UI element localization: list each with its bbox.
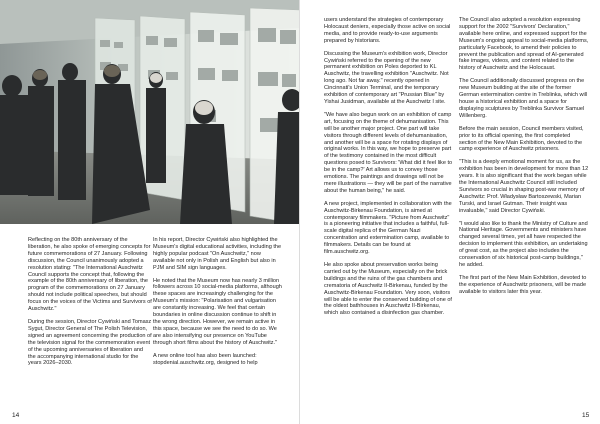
- paragraph: A new project, implemented in collaboration with the Auschwitz-Birkenau Foundation, is aimed at contemporary filmmakers. "Picture from Auschwitz" is a pioneering initiative that includes a faithful, full-scale digital replica of the German Nazi concentration and extermination camp, available to filmmakers. Details can be found at film.auschwitz.org.: [324, 200, 452, 256]
- exhibition-photo: [0, 0, 300, 224]
- paragraph: "We have also begun work on an exhibition of camp art, focusing on the theme of dehumanisation. This will be another major project. One part will take visitors through different levels of dehumanisation, and another will be a space for rotating displays of original works. In this way, we hope to preserve part of the testimony contained in the most difficult questions posed to Survivors: 'What did it feel like to be in the camp?' Art allows us to convey those emotions. The paintings and drawings will not be mere illustrations — they will be part of the narrative about the human being," he said.: [324, 111, 453, 194]
- left-column-1: [28, 237, 152, 373]
- paragraph: In his report, Director Cywiński also highlighted the Museum's digital educational activities, including the highly popular podcast "On Auschwitz," now available not only in Polish and English but also in PJM and SIM sign languages.: [153, 237, 282, 271]
- paragraph: A new online tool has also been launched: stopdenial.auschwitz.org, designed to help: [153, 352, 258, 366]
- page-number-left: 14: [12, 412, 20, 419]
- page-number-right: 15: [582, 412, 590, 419]
- paragraph: "I would also like to thank the Ministry of Culture and National Heritage. Governments and ministers have changed several times, yet all have respected the decision to implement this exhibition, an undertaking of great cost, as the project also includes the conservation of six historical post-camp buildings," he added.: [459, 220, 588, 268]
- right-column-1: [324, 17, 454, 323]
- paragraph: Reflecting on the 80th anniversary of the liberation, he also spoke of emerging concepts for future commemorations of 27 January. Following discussion, the Council unanimously adopted a resolution stating: "The International Auschwitz Council supports the concept that, following the example of the 80th anniversary of liberation, the program of the commemorations on 27 January should not include political speeches, but should focus on the voices of the Victims and Survivors of Auschwitz.": [28, 237, 152, 313]
- paragraph: The first part of the New Main Exhibition, devoted to the experience of Auschwitz prisoners, will be made available to visitors later this year.: [459, 274, 587, 295]
- paragraph: Before the main session, Council members visited, prior to its official opening, the first completed section of the New Main Exhibition, devoted to the camp experience of Auschwitz prisoners.: [459, 125, 584, 153]
- paragraph: During the session, Director Cywiński and Tomasz Sygut, Director General of The Polish Television, signed an agreement concerning the production of the television signal for the commemoration event of the upcoming anniversaries of liberation and the accompanying international studio for the years 2026–2030.: [28, 318, 152, 367]
- right-column-2: [459, 17, 589, 302]
- paragraph: Discussing the Museum's exhibition work, Director Cywiński referred to the opening of the new permanent exhibition on Poles deported to KL Auschwitz, the travelling exhibition "Auschwitz. Not long ago. Not far away." recently opened in Cincinnati's Union Terminal, and the temporary exhibition of contemporary art "Prussian Blue" by Yishai Jusidman, available at the Auschwitz I site.: [324, 50, 449, 105]
- paragraph: The Council also adopted a resolution expressing support for the 2002 "Survivors' Declaration," available here online, and expressed support for the Museum's ongoing appeal to social-media platforms, particularly Facebook, to amend their policies to prevent the publication and spread of AI-generated fake images, videos, and content related to the history of Auschwitz and the Holocaust.: [459, 17, 589, 72]
- left-column-2: [153, 237, 283, 372]
- paragraph: He noted that the Museum now has nearly 3 million followers across 10 social-media platforms, although these spaces are increasingly challenging for the Museum's mission: "Polarisation and vulgarisation are constantly increasing. We feel that certain boundaries in online discussion continue to shift in the wrong direction. However, we remain active in this space, because we see the need to do so. We are also intensifying our presence on YouTube through short films about the history of Auschwitz.": [153, 277, 282, 346]
- paragraph: He also spoke about preservation works being carried out by the Museum, especially on the brick buildings and the ruins of the gas chambers and crematoria of Auschwitz II-Birkenau, funded by the Auschwitz-Birkenau Foundation. Very soon, visitors will be able to enter the conserved building of one of the oldest bathhouses in Auschwitz II-Birkenau, which also contained a disinfection gas chamber.: [324, 262, 452, 317]
- exhibition-photo-graphic: [0, 0, 300, 224]
- paragraph: users understand the strategies of contemporary Holocaust deniers, especially those active on social media, and to provide ready-to-use arguments prepared by historians.: [324, 17, 451, 44]
- right-page: [300, 0, 600, 424]
- paragraph: The Council additionally discussed progress on the new Museum building at the site of the former German extermination centre in Treblinka, which will house a historical exhibition and a space for displaying sculptures by Treblinka Survivor Samuel Willenberg.: [459, 78, 588, 119]
- paragraph: "This is a deeply emotional moment for us, as the exhibition has been in development for more than 12 years. It is also significant that the work began while the International Auschwitz Council still included Survivors so crucial in shaping post-war memory of Auschwitz: Prof. Władysław Bartoszewski, Marian Turski, and Israel Gutman. Their insight was invaluable," said Director Cywiński.: [459, 159, 589, 214]
